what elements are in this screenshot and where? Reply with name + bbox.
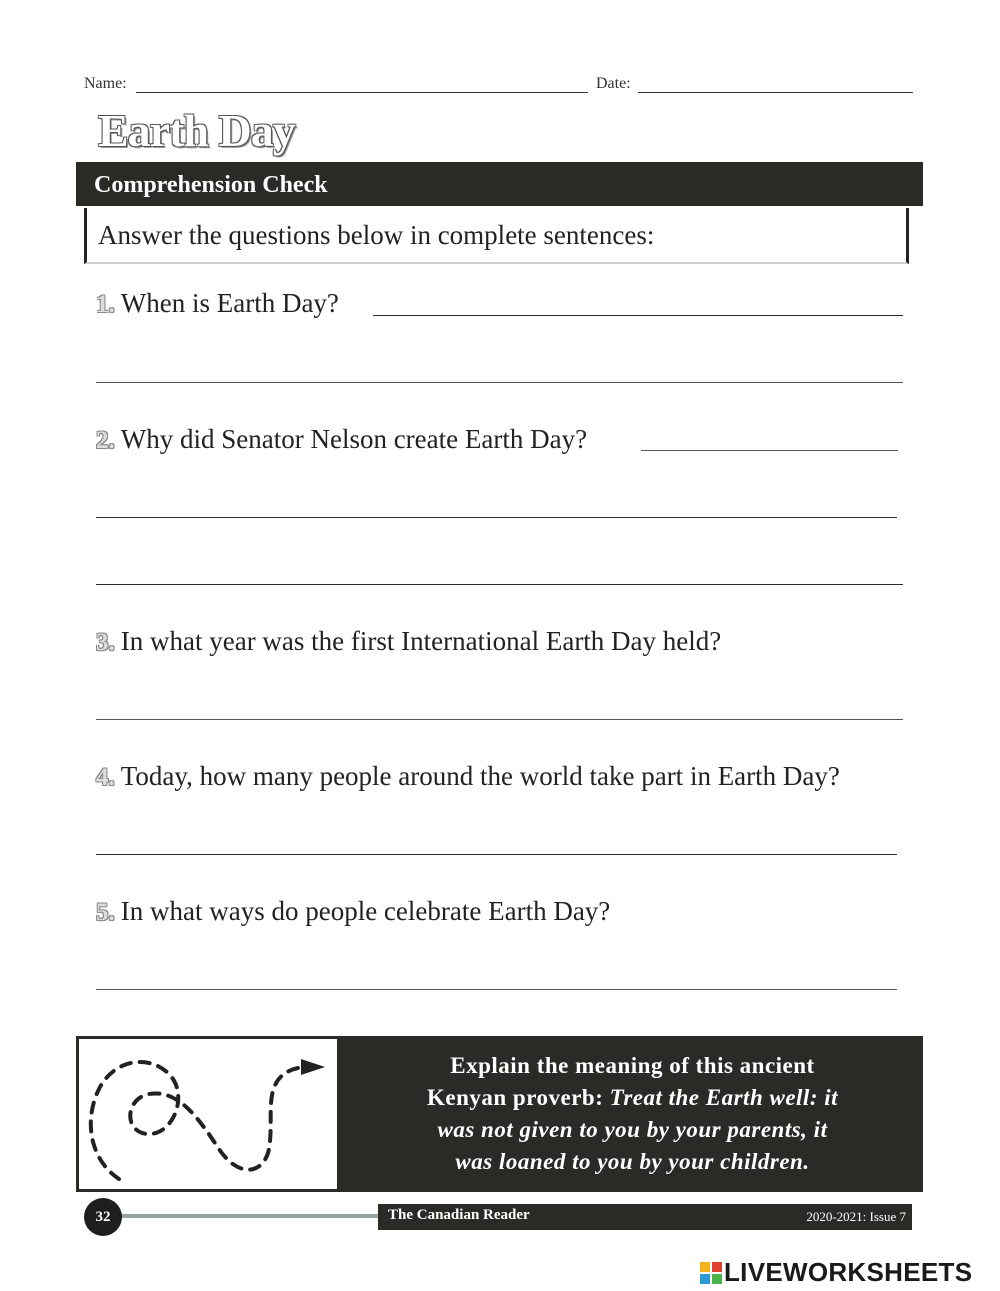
answer-line-2a[interactable] (641, 450, 898, 451)
proverb-intro-line1: Explain the meaning of this ancient (450, 1053, 815, 1078)
answer-line-2b[interactable] (96, 517, 897, 518)
answer-line-5[interactable] (96, 989, 897, 990)
proverb-part1: Treat the Earth well: it (609, 1085, 839, 1110)
dashed-path-illustration (79, 1039, 337, 1189)
question-4 (96, 761, 840, 792)
answer-line-1b[interactable] (96, 382, 903, 383)
question-text: Why did Senator Nelson create Earth Day? (120, 424, 588, 454)
section-banner-label: Comprehension Check (94, 172, 328, 198)
publication-name: The Canadian Reader (388, 1207, 530, 1223)
question-3 (96, 626, 721, 657)
answer-line-3[interactable] (96, 719, 903, 720)
proverb-text (350, 1050, 915, 1178)
dashed-path-panel (79, 1039, 337, 1189)
answer-line-2c[interactable] (96, 584, 903, 585)
proverb-part3: was loaned to you by your children. (455, 1149, 810, 1174)
name-label: Name: (84, 75, 127, 92)
question-text: In what ways do people celebrate Earth Day? (120, 896, 611, 926)
question-number: 4. (96, 764, 115, 791)
question-text: When is Earth Day? (120, 288, 339, 318)
name-field[interactable] (136, 92, 588, 93)
date-label: Date: (596, 75, 631, 92)
question-1 (96, 288, 339, 319)
instructions-text: Answer the questions below in complete sentences: (98, 220, 655, 250)
question-number: 5. (96, 899, 115, 926)
page-number: 32 (84, 1198, 122, 1236)
liveworksheets-logo (700, 1257, 972, 1288)
proverb-intro-line2: Kenyan proverb: (426, 1085, 604, 1110)
question-text: In what year was the first International Earth Day held? (120, 626, 722, 656)
question-2 (96, 424, 587, 455)
question-5 (96, 896, 610, 927)
issue-label: 2020-2021: Issue 7 (806, 1209, 906, 1224)
liveworksheets-icon (700, 1262, 722, 1284)
question-number: 1. (96, 291, 115, 318)
proverb-part2: was not given to you by your parents, it (437, 1117, 828, 1142)
question-number: 3. (96, 629, 115, 656)
question-number: 2. (96, 427, 115, 454)
footer-divider (120, 1214, 382, 1218)
answer-line-4[interactable] (96, 854, 897, 855)
page-title: Earth Day (98, 105, 295, 156)
date-field[interactable] (638, 92, 913, 93)
liveworksheets-brand: LIVEWORKSHEETS (724, 1257, 973, 1287)
answer-line-1a[interactable] (373, 315, 903, 316)
question-text: Today, how many people around the world take part in Earth Day? (120, 761, 840, 791)
